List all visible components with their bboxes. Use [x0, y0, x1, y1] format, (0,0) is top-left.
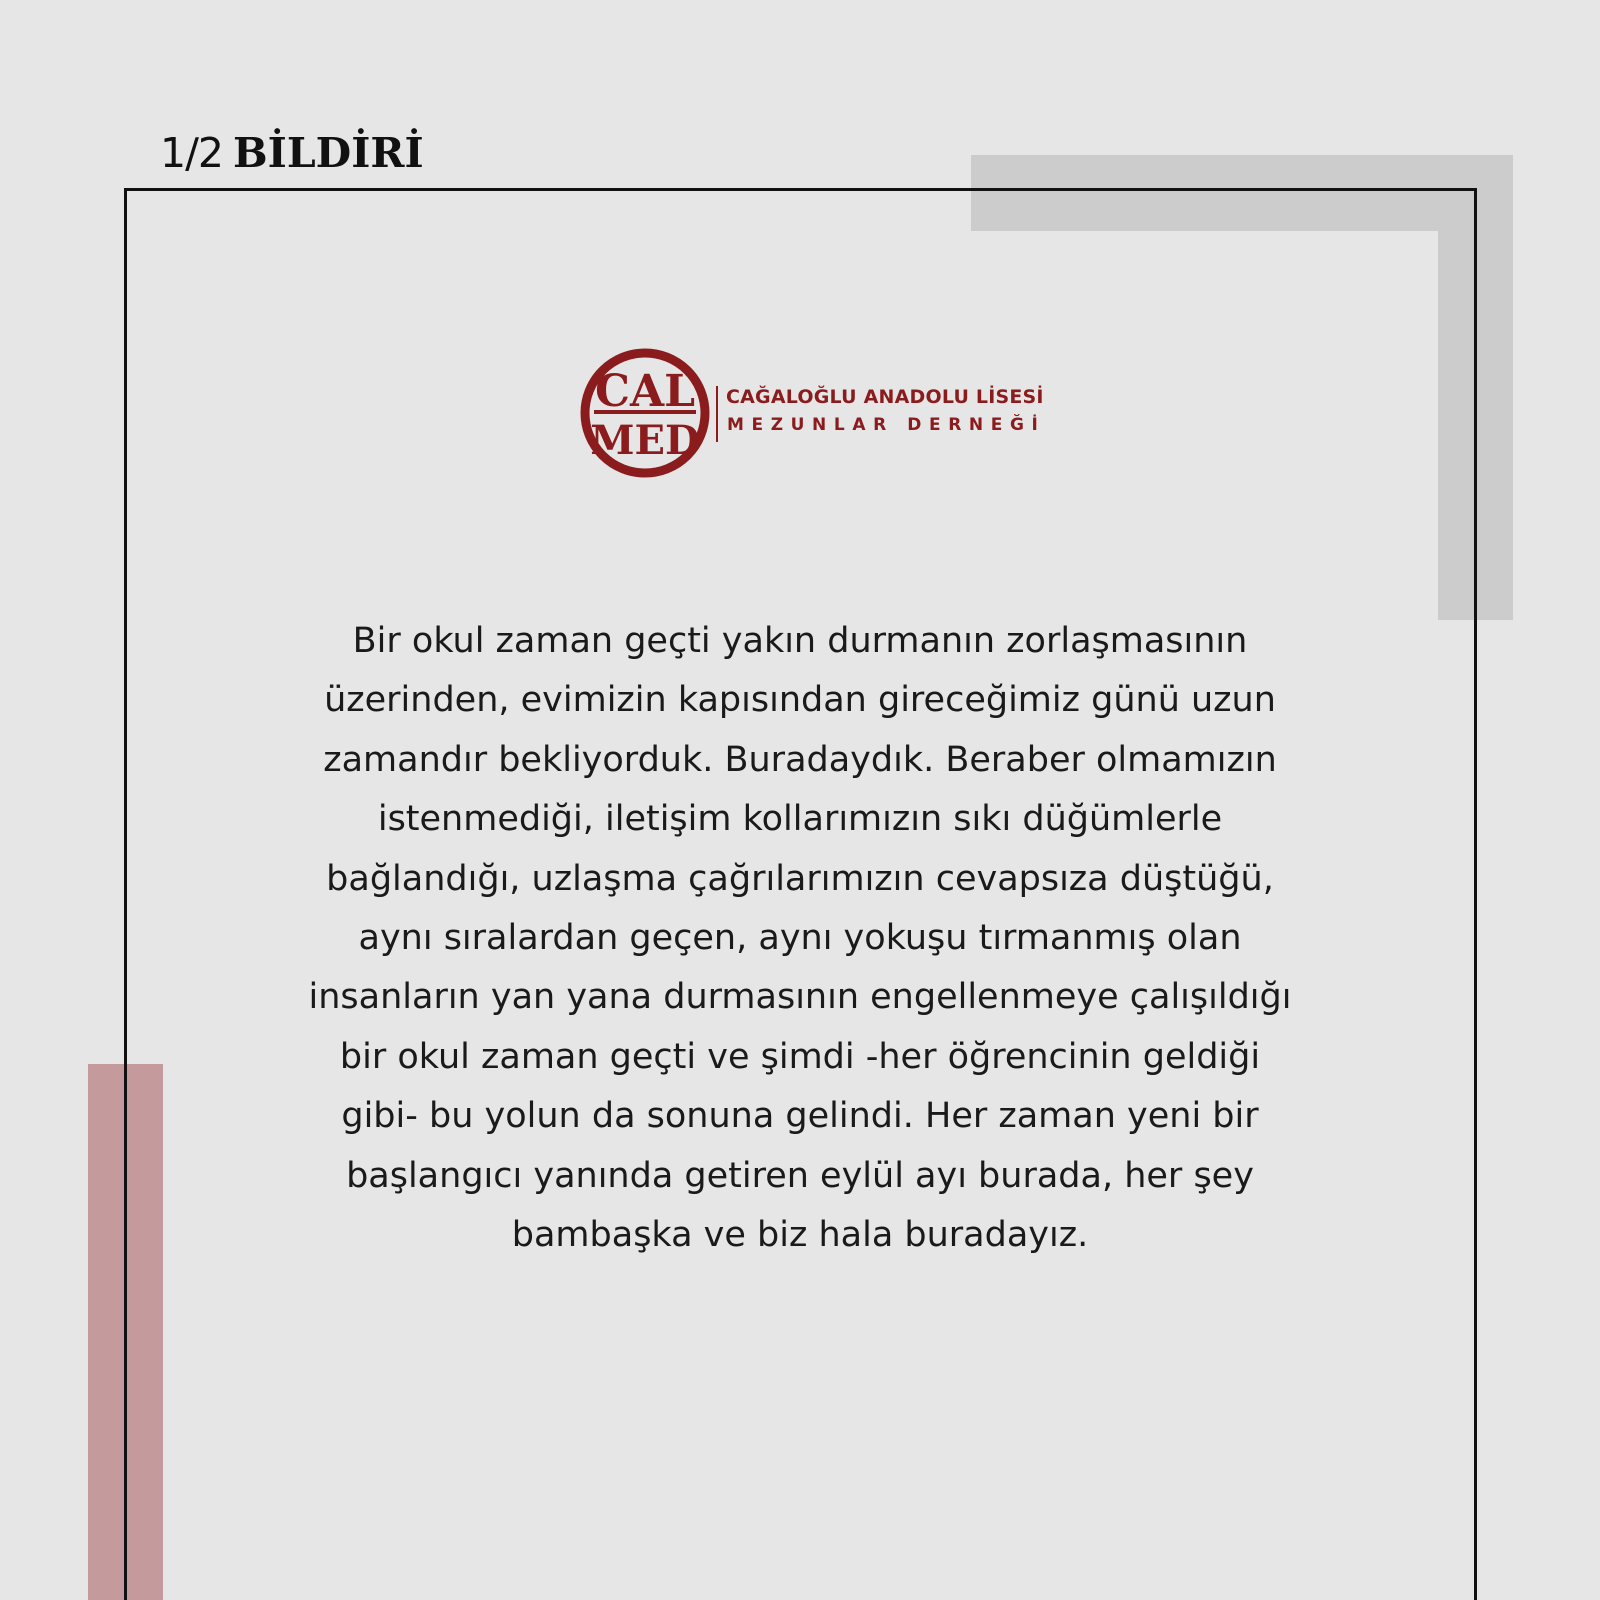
statement-line: istenmediği, iletişim kollarımızın sıkı düğümlerle	[377, 799, 1223, 840]
frame-top-border	[125, 188, 1477, 191]
calmed-monogram-icon	[578, 346, 712, 480]
logo-org-subtitle: MEZUNLAR DERNEĞİ	[727, 415, 1046, 435]
organization-logo	[522, 342, 1076, 484]
frame-left-border	[124, 188, 127, 1600]
statement-line: gibi- bu yolun da sonuna gelindi. Her zaman yeni bir	[341, 1096, 1259, 1137]
frame-right-border	[1474, 188, 1477, 1600]
statement-text	[200, 612, 1400, 1265]
statement-line: bambaşka ve biz hala buradayız.	[511, 1215, 1089, 1256]
statement-line: bir okul zaman geçti ve şimdi -her öğrencinin geldiği	[339, 1036, 1261, 1077]
logo-divider	[716, 386, 718, 442]
logo-org-name: CAĞALOĞLU ANADOLU LİSESİ	[726, 386, 1044, 408]
page-title: BİLDİRİ	[232, 129, 424, 177]
statement-line: üzerinden, evimizin kapısından gireceğimiz günü uzun	[324, 680, 1276, 721]
statement-line: bağlandığı, uzlaşma çağrılarımızın cevapsıza düştüğü,	[326, 858, 1274, 899]
statement-line: aynı sıralardan geçen, aynı yokuşu tırmanmış olan	[358, 918, 1242, 959]
page-indicator: 1/2	[160, 129, 223, 177]
monogram-bottom-text: MED	[590, 417, 700, 464]
page-heading	[160, 125, 424, 181]
statement-line: Bir okul zaman geçti yakın durmanın zorlaşmasının	[352, 621, 1248, 661]
statement-line: insanların yan yana durmasının engellenmeye çalışıldığı	[308, 977, 1292, 1018]
statement-line: başlangıcı yanında getiren eylül ayı burada, her şey	[346, 1155, 1254, 1196]
statement-line: zamandır bekliyorduk. Buradaydık. Beraber olmamızın	[323, 739, 1277, 780]
monogram-top-text: CAL	[594, 366, 696, 417]
decorative-grey-bar-top	[971, 155, 1513, 231]
